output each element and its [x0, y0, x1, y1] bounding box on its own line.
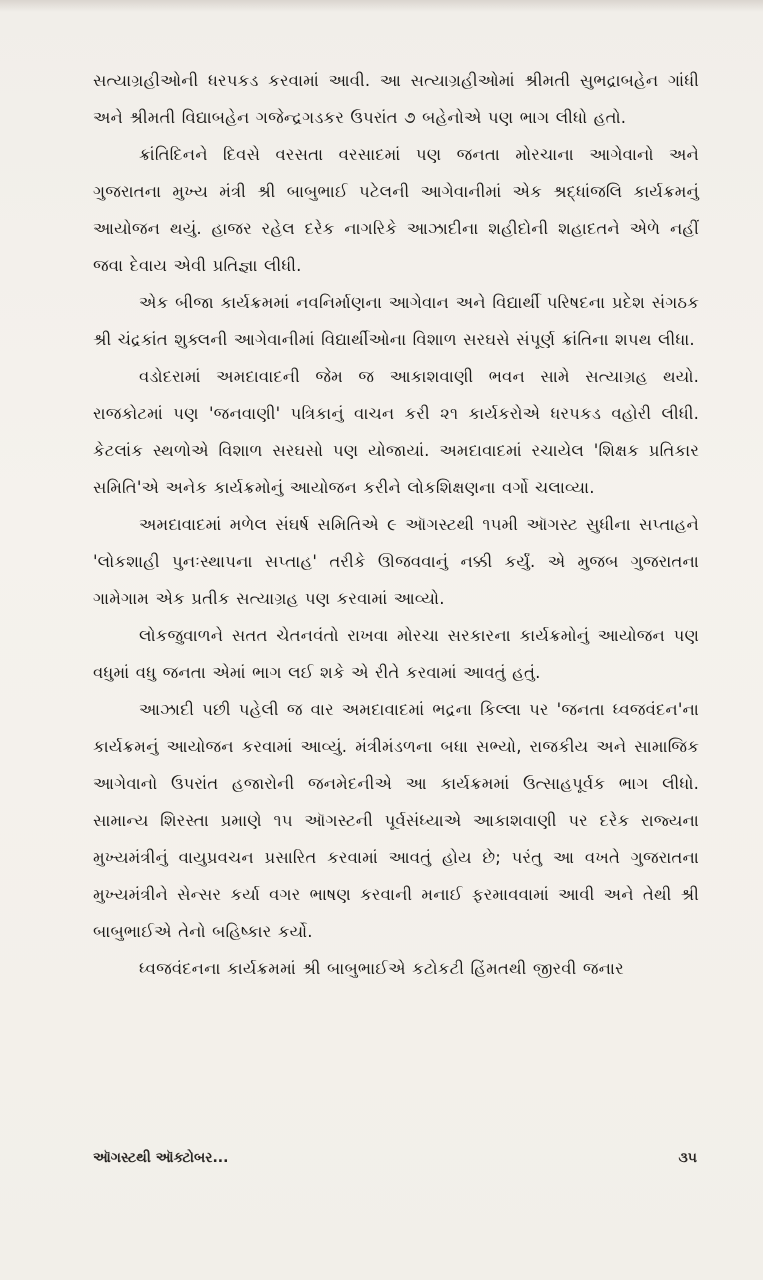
- paragraph-4: વડોદરામાં અમદાવાદની જેમ જ આકાશવાણી ભવન સામે સત્યાગ્રહ થયો. રાજકોટમાં પણ 'જનવાણી' પત્રિકાનું વાચન કરી ૨૧ કાર્યકરોએ ધરપકડ વહોરી લીધી. કેટલાંક સ્થળોએ વિશાળ સરઘસો પણ યોજાયાં. અમદાવાદમાં રચાયેલ 'શિક્ષક પ્રતિકાર સમિતિ'એ અનેક કાર્યક્રમોનું આયોજન કરીને લોકશિક્ષણના વર્ગો ચલાવ્યા.: [93, 367, 699, 497]
- paragraph-2: ક્રાંતિદિનને દિવસે વરસતા વરસાદમાં પણ જનતા મોરચાના આગેવાનો અને ગુજરાતના મુખ્ય મંત્રી શ્રી બાબુભાઈ પટેલની આગેવાનીમાં એક શ્રદ્ધાંજલિ કાર્યક્રમનું આયોજન થયું. હાજર રહેલ દરેક નાગરિકે આઝાદીના શહીદોની શહાદતને એળે નહીં જવા દેવાય એવી પ્રતિજ્ઞા લીધી.: [93, 145, 699, 275]
- paragraph-6: લોકજુવાળને સતત ચેતનવંતો રાખવા મોરચા સરકારના કાર્યક્રમોનું આયોજન પણ વધુમાં વધુ જનતા એમાં ભાગ લઈ શકે એ રીતે કરવામાં આવતું હતું.: [93, 626, 699, 682]
- body-text: [93, 62, 699, 987]
- paragraph-3: એક બીજા કાર્યક્રમમાં નવનિર્માણના આગેવાન અને વિદ્યાર્થી પરિષદના પ્રદેશ સંગઠક શ્રી ચંદ્રકાંત શુક્લની આગેવાનીમાં વિદ્યાર્થીઓના વિશાળ સરઘસે સંપૂર્ણ ક્રાંતિના શપથ લીધા.: [93, 293, 699, 349]
- paragraph-1: સત્યાગ્રહીઓની ધરપકડ કરવામાં આવી. આ સત્યાગ્રહીઓમાં શ્રીમતી સુભદ્રાબહેન ગાંધી અને શ્રીમતી વિદ્યાબહેન ગજેન્દ્રગડકર ઉપરાંત ૭ બહેનોએ પણ ભાગ લીધો હતો.: [93, 71, 699, 127]
- running-title: ઑગસ્ટથી ઑક્ટોબર...: [93, 1150, 229, 1166]
- page-number: ૩૫: [678, 1150, 697, 1166]
- paragraph-5: અમદાવાદમાં મળેલ સંઘર્ષ સમિતિએ ૯ ઑગસ્ટથી ૧૫મી ઑગસ્ટ સુધીના સપ્તાહને 'લોકશાહી પુનઃસ્થાપના સપ્તાહ' તરીકે ઊજવવાનું નક્કી કર્યું. એ મુજબ ગુજરાતના ગામેગામ એક પ્રતીક સત્યાગ્રહ પણ કરવામાં આવ્યો.: [93, 515, 699, 608]
- paragraph-8: ધ્વજવંદનના કાર્યક્રમમાં શ્રી બાબુભાઈએ કટોકટી હિંમતથી જીરવી જનાર: [139, 959, 624, 978]
- page-footer: [93, 1150, 699, 1180]
- page-top-shadow: [0, 0, 763, 12]
- paragraph-7: આઝાદી પછી પહેલી જ વાર અમદાવાદમાં ભદ્રના કિલ્લા પર 'જનતા ધ્વજવંદન'ના કાર્યક્રમનું આયોજન કરવામાં આવ્યું. મંત્રીમંડળના બધા સભ્યો, રાજકીય અને સામાજિક આગેવાનો ઉપરાંત હજારોની જનમેદનીએ આ કાર્યક્રમમાં ઉત્સાહપૂર્વક ભાગ લીધો. સામાન્ય શિરસ્તા પ્રમાણે ૧૫ ઑગસ્ટની પૂર્વસંધ્યાએ આકાશવાણી પર દરેક રાજ્યના મુખ્યમંત્રીનું વાયુપ્રવચન પ્રસારિત કરવામાં આવતું હોય છે; પરંતુ આ વખતે ગુજરાતના મુખ્યમંત્રીને સેન્સર કર્યા વગર ભાષણ કરવાની મનાઈ ફરમાવવામાં આવી અને તેથી શ્રી બાબુભાઈએ તેનો બહિષ્કાર કર્યો.: [93, 700, 699, 941]
